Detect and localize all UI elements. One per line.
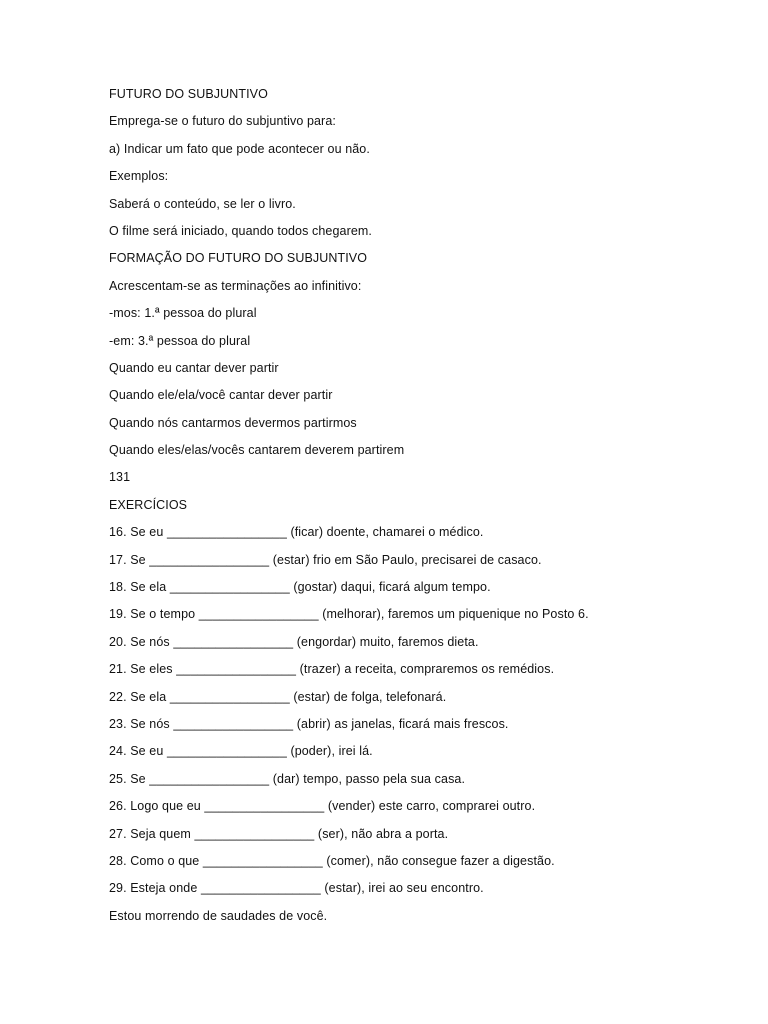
- text-line: Emprega-se o futuro do subjuntivo para:: [109, 114, 336, 129]
- exercise-item: 24. Se eu _________________ (poder), irei lá.: [109, 744, 373, 759]
- exercise-item: 23. Se nós _________________ (abrir) as janelas, ficará mais frescos.: [109, 716, 509, 731]
- text-line: Acrescentam-se as terminações ao infinitivo:: [109, 278, 362, 293]
- document-body: [109, 85, 729, 934]
- exercise-item: 26. Logo que eu _________________ (vender) este carro, comprarei outro.: [109, 799, 536, 814]
- exercise-item: 16. Se eu _________________ (ficar) doente, chamarei o médico.: [109, 525, 484, 540]
- exercise-item: 19. Se o tempo _________________ (melhorar), faremos um piquenique no Posto 6.: [109, 607, 589, 622]
- exercise-item: 22. Se ela _________________ (estar) de folga, telefonará.: [109, 689, 447, 704]
- closing-sentence: Estou morrendo de saudades de você.: [109, 908, 328, 923]
- exercise-item: 17. Se _________________ (estar) frio em São Paulo, precisarei de casaco.: [109, 552, 542, 567]
- exercise-item: 27. Seja quem _________________ (ser), não abra a porta.: [109, 826, 449, 841]
- ending-rule: -mos: 1.ª pessoa do plural: [109, 306, 257, 321]
- conjugation-line: Quando nós cantarmos devermos partirmos: [109, 415, 357, 430]
- heading-futuro-do-subjuntivo: FUTURO DO SUBJUNTIVO: [109, 87, 268, 101]
- exercise-item: 28. Como o que _________________ (comer), não consegue fazer a digestão.: [109, 853, 555, 868]
- conjugation-line: Quando ele/ela/você cantar dever partir: [109, 388, 333, 403]
- exercise-item: 21. Se eles _________________ (trazer) a receita, compraremos os remédios.: [109, 662, 555, 677]
- exercise-item: 18. Se ela _________________ (gostar) daqui, ficará algum tempo.: [109, 580, 491, 595]
- examples-label: Exemplos:: [109, 169, 169, 184]
- example-sentence: O filme será iniciado, quando todos chegarem.: [109, 223, 372, 238]
- exercise-item: 25. Se _________________ (dar) tempo, passo pela sua casa.: [109, 771, 466, 786]
- ending-rule: -em: 3.ª pessoa do plural: [109, 333, 251, 348]
- page-number: 131: [109, 470, 131, 485]
- conjugation-line: Quando eu cantar dever partir: [109, 360, 279, 375]
- heading-formacao: FORMAÇÃO DO FUTURO DO SUBJUNTIVO: [109, 251, 368, 266]
- text-line: a) Indicar um fato que pode acontecer ou não.: [109, 141, 370, 156]
- example-sentence: Saberá o conteúdo, se ler o livro.: [109, 196, 296, 211]
- conjugation-line: Quando eles/elas/vocês cantarem deverem partirem: [109, 443, 405, 458]
- exercise-item: 29. Esteja onde _________________ (estar), irei ao seu encontro.: [109, 881, 484, 896]
- heading-exercicios: EXERCÍCIOS: [109, 497, 188, 512]
- exercise-item: 20. Se nós _________________ (engordar) muito, faremos dieta.: [109, 634, 479, 649]
